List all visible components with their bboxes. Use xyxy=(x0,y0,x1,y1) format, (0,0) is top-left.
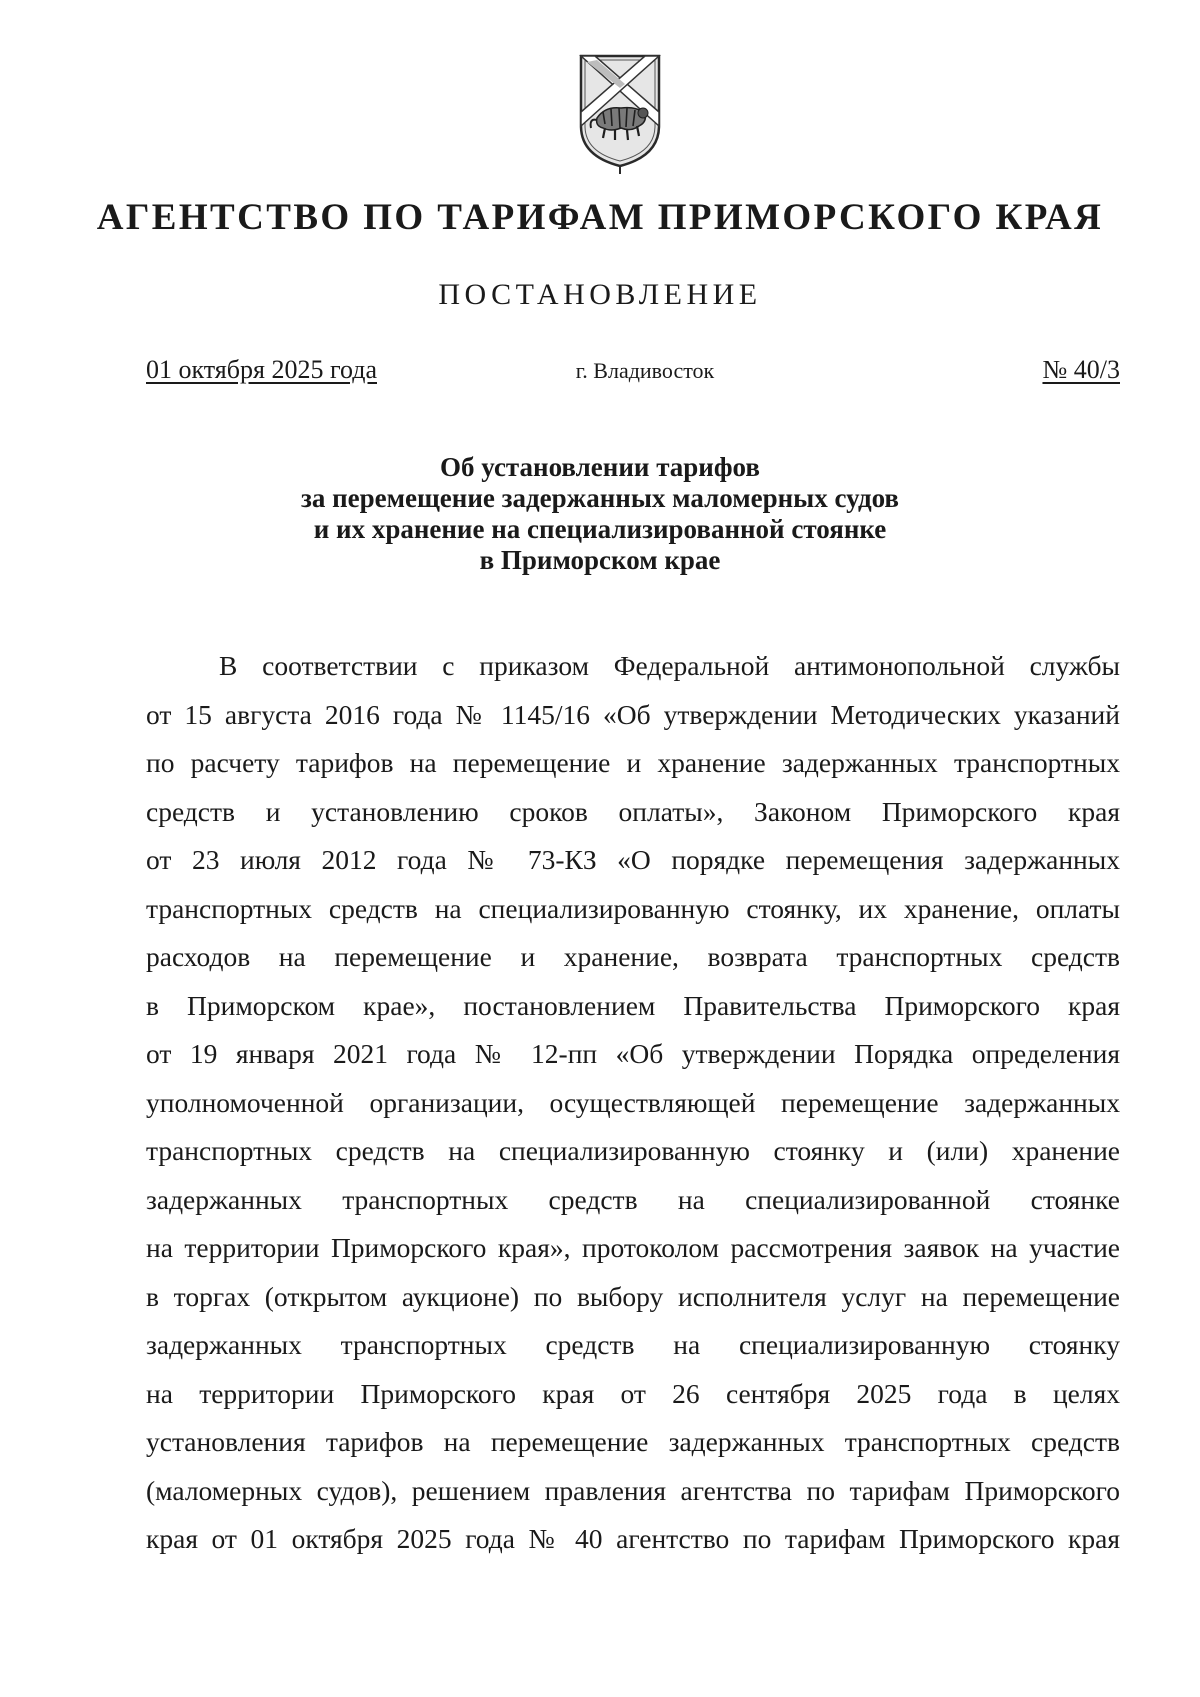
document-subject xyxy=(0,452,1200,576)
body-line: транспортных средств на специализированную стоянку, их хранение, оплаты xyxy=(146,892,1120,924)
subject-line: Об установлении тарифов xyxy=(440,452,760,482)
document-body xyxy=(146,642,1120,1564)
body-line: расходов на перемещение и хранение, возврата транспортных средств xyxy=(146,941,1120,972)
body-line: транспортных средств на специализированную стоянку и (или) хранение xyxy=(146,1135,1120,1166)
subject-line: в Приморском крае xyxy=(479,545,721,575)
coat-of-arms-icon xyxy=(575,48,665,178)
body-line: по расчету тарифов на перемещение и хранение задержанных транспортных xyxy=(146,747,1120,778)
body-line: установления тарифов на перемещение задержанных транспортных средств xyxy=(146,1426,1120,1457)
body-line: на территории Приморского края», протоколом рассмотрения заявок на участие xyxy=(146,1232,1120,1263)
agency-name: АГЕНТСТВО ПО ТАРИФАМ ПРИМОРСКОГО КРАЯ xyxy=(96,197,1104,238)
subject-line: за перемещение задержанных маломерных судов xyxy=(300,483,900,513)
document-city: г. Владивосток xyxy=(575,358,715,383)
body-line: от 19 января 2021 года № 12-пп «Об утверждении Порядка определения xyxy=(146,1038,1120,1069)
document-number: № 40/3 xyxy=(1042,355,1120,384)
document-date: 01 октября 2025 года xyxy=(146,355,377,384)
body-line: задержанных транспортных средств на специализированную стоянку xyxy=(146,1329,1120,1360)
subject-line: и их хранение на специализированной стоянке xyxy=(313,514,887,544)
body-line: В соответствии с приказом Федеральной антимонопольной службы xyxy=(219,650,1120,681)
body-line: края от 01 октября 2025 года № 40 агентство по тарифам Приморского края xyxy=(146,1523,1120,1554)
body-line: (маломерных судов), решением правления агентства по тарифам Приморского xyxy=(146,1474,1120,1506)
body-line: на территории Приморского края от 26 сентября 2025 года в целях xyxy=(146,1377,1120,1409)
coat-of-arms-emblem xyxy=(575,48,665,178)
body-line: от 15 августа 2016 года № 1145/16 «Об утверждении Методических указаний xyxy=(146,698,1120,730)
body-line: задержанных транспортных средств на специализированной стоянке xyxy=(146,1183,1120,1215)
body-line: средств и установлению сроков оплаты», Законом Приморского края xyxy=(146,795,1120,827)
body-line: уполномоченной организации, осуществляющей перемещение задержанных xyxy=(146,1086,1120,1118)
body-line: в торгах (открытом аукционе) по выбору исполнителя услуг на перемещение xyxy=(146,1280,1120,1312)
body-line: в Приморском крае», постановлением Правительства Приморского края xyxy=(146,989,1120,1021)
document-type: ПОСТАНОВЛЕНИЕ xyxy=(438,278,762,311)
body-line: от 23 июля 2012 года № 73-КЗ «О порядке перемещения задержанных xyxy=(146,844,1120,875)
